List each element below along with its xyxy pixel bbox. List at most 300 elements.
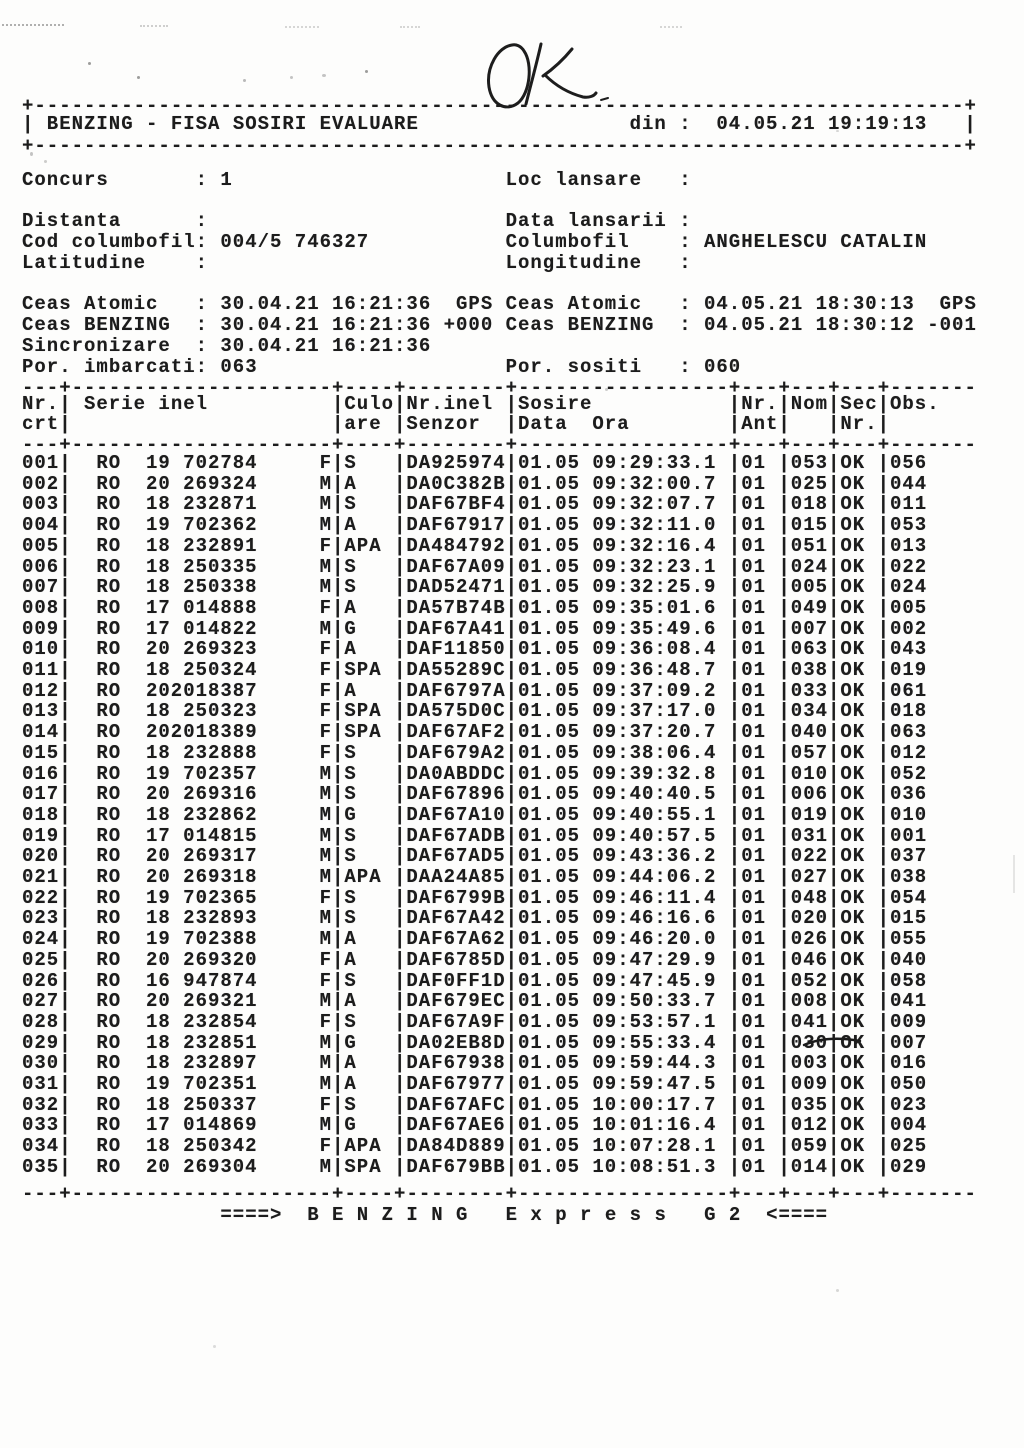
cell-senzor: DAF6799B [406,886,506,909]
column-divider: | [728,803,742,826]
cell-obs: 050 [890,1073,928,1095]
field-label: Distanta [22,210,122,232]
column-divider: | [394,413,407,435]
cell-nr-ant: 01 [741,803,766,826]
column-divider: | [332,1052,345,1075]
cell-sosire-data: 01.05 [518,1010,581,1033]
table-row [0,888,1024,909]
box-edge: | [22,113,35,135]
cell-nr-ant: 01 [741,452,766,474]
cell-culoare: S [344,555,357,578]
column-divider: | [728,679,742,702]
cell-nr-crt: 002 [22,472,60,495]
col-header-nr: crt [22,413,60,435]
header-box-title-line [0,114,1024,135]
table-row [0,1053,1024,1074]
column-divider: | [728,948,742,971]
cell-sex: M [319,514,332,537]
column-divider: | [778,679,791,702]
column-divider: | [505,1031,518,1054]
colon-separator: : [195,335,208,357]
column-divider: | [778,617,791,640]
cell-nom: 024 [790,555,829,578]
cell-culoare: A [344,514,357,537]
cell-an: 17 [146,617,171,640]
column-divider: | [778,1114,791,1137]
column-divider: | [778,1155,791,1178]
cell-culoare: S [344,741,357,764]
cell-nom: 051 [790,534,829,557]
column-divider: | [877,596,890,619]
column-divider: | [394,576,407,599]
column-divider: | [828,1114,841,1137]
cell-an: 18 [146,1031,171,1054]
column-divider: | [778,493,791,516]
cell-inel: 269316 [183,783,258,806]
column-divider: | [59,452,72,474]
column-divider: | [394,638,407,661]
column-divider: | [505,700,518,723]
column-divider: | [728,393,742,415]
column-divider: | [877,534,890,557]
cell-sosire-ora: 09:35:49.6 [592,617,717,640]
cell-sosire-data: 01.05 [518,824,581,847]
cell-sosire-data: 01.05 [518,886,581,909]
table-row [0,577,1024,598]
cell-sec-nr: OK [840,741,866,764]
cell-nr-crt: 015 [22,741,60,764]
column-divider: | [828,948,841,971]
cell-inel: 014888 [183,596,258,619]
column-divider: | [828,1010,841,1033]
column-divider: | [59,596,72,619]
cell-senzor: DAF0FF1D [406,969,506,992]
cell-inel: 232862 [183,803,258,826]
cell-sosire-ora: 09:50:33.7 [592,990,717,1013]
column-divider: | [505,659,518,681]
cell-sex: M [319,928,332,951]
cell-sosire-data: 01.05 [518,1155,581,1178]
field-label: Por. imbarcati [22,356,196,378]
cell-obs: 013 [890,534,928,557]
cell-nr-crt: 004 [22,514,60,537]
cell-nr-ant: 01 [741,638,766,661]
cell-sec-nr: OK [840,1155,866,1178]
column-divider: | [778,638,791,661]
cell-nom: 007 [790,617,829,640]
column-divider: | [505,1052,518,1075]
cell-inel: 702388 [183,928,258,951]
table-row [0,826,1024,847]
column-divider: | [59,969,72,992]
cell-culoare: SPA [344,1155,382,1178]
column-divider: | [728,1031,742,1054]
cell-nr-crt: 008 [22,596,60,619]
cell-sosire-data: 01.05 [518,679,581,702]
column-divider: | [778,534,791,557]
cell-nr-ant: 01 [741,1052,766,1075]
cell-serie: RO [96,721,122,744]
table-row [0,867,1024,888]
column-divider: | [59,393,72,415]
column-divider: | [828,824,841,847]
cell-sex: F [319,741,332,764]
cell-nom: 046 [790,948,829,971]
table-header-row [0,414,1024,435]
column-divider: | [877,514,890,537]
cell-sosire-data: 01.05 [518,721,581,744]
col-header-nom: Nom [790,393,829,415]
column-divider: | [778,1073,791,1095]
cell-nr-ant: 01 [741,948,766,971]
column-divider: | [877,1010,890,1033]
cell-sex: M [319,493,332,516]
table-row [0,681,1024,702]
column-divider: | [728,866,742,888]
column-divider: | [828,803,841,826]
cell-sosire-data: 01.05 [518,783,581,806]
cell-nom: 049 [790,596,829,619]
cell-nr-ant: 01 [741,617,766,640]
cell-an: 16 [146,969,171,992]
column-divider: | [505,824,518,847]
col-header-sosire: Sosire [518,393,593,415]
cell-sec-nr: OK [840,948,866,971]
cell-culoare: A [344,990,357,1013]
column-divider: | [728,783,742,806]
table-row [0,639,1024,660]
cell-inel: 269324 [183,472,258,495]
dashed-rule: ---+---------------------+----+--------+-----------------+---+---+---+------- [22,377,977,399]
cell-nom: 026 [790,928,829,951]
table-row [0,764,1024,785]
column-divider: | [59,1155,72,1178]
cell-obs: 015 [890,907,928,930]
column-divider: | [332,638,345,661]
cell-sex: F [319,1093,332,1116]
cell-sec-nr: OK [840,472,866,495]
cell-serie: RO [96,1093,122,1116]
column-divider: | [828,659,841,681]
cell-sex: F [319,534,332,557]
cell-sosire-data: 01.05 [518,1031,581,1054]
column-divider: | [728,721,742,744]
column-divider: | [728,472,742,495]
cell-senzor: DAF67A9F [406,1010,506,1033]
column-divider: | [505,493,518,516]
table-row [0,1115,1024,1136]
column-divider: | [59,803,72,826]
cell-serie: RO [96,1155,122,1178]
cell-obs: 052 [890,762,928,785]
column-divider: | [778,659,791,681]
cell-senzor: DAA24A85 [406,866,506,888]
column-divider: | [394,803,407,826]
column-divider: | [332,596,345,619]
column-divider: | [728,617,742,640]
table-row [0,701,1024,722]
column-divider: | [332,659,345,681]
cell-sosire-ora: 09:59:47.5 [592,1073,717,1095]
cell-nom: 027 [790,866,829,888]
colon-separator: : [195,231,208,253]
cell-sosire-data: 01.05 [518,1114,581,1137]
col-header-culoare: Culo [344,393,394,415]
column-divider: | [59,1010,72,1033]
field-label: Loc lansare [505,169,643,191]
column-divider: | [828,514,841,537]
column-divider: | [728,1114,742,1137]
column-divider: | [778,928,791,951]
cell-culoare: G [344,1031,357,1054]
cell-sec-nr: OK [840,721,866,744]
scan-artifact [2,24,64,26]
colon-separator: : [679,314,692,336]
column-divider: | [828,617,841,640]
col-header-sosire-data: Data [518,413,568,435]
cell-nr-ant: 01 [741,783,766,806]
column-divider: | [394,452,407,474]
cell-obs: 004 [890,1114,928,1137]
cell-culoare: G [344,617,357,640]
cell-sec-nr: OK [840,638,866,661]
column-divider: | [728,555,742,578]
column-divider: | [828,596,841,619]
cell-sosire-ora: 09:32:07.7 [592,493,717,516]
cell-sosire-data: 01.05 [518,1073,581,1095]
cell-sex: M [319,1155,332,1178]
cell-sosire-ora: 09:53:57.1 [592,1010,717,1033]
table-row [0,598,1024,619]
cell-serie: RO [96,555,122,578]
cell-serie: RO [96,472,122,495]
cell-nr-crt: 010 [22,638,60,661]
cell-sec-nr: OK [840,493,866,516]
cell-serie: RO [96,783,122,806]
cell-nr-crt: 020 [22,845,60,868]
colon-separator: : [195,210,208,232]
column-divider: | [828,576,841,599]
cell-obs: 041 [890,990,928,1013]
column-divider: | [505,617,518,640]
field-value: 063 [220,356,258,378]
cell-nr-ant: 01 [741,762,766,785]
column-divider: | [877,969,890,992]
cell-culoare: S [344,907,357,930]
cell-nr-crt: 030 [22,1052,60,1075]
cell-an: 19 [146,514,171,537]
column-divider: | [59,1114,72,1137]
column-divider: | [59,534,72,557]
cell-sex: M [319,472,332,495]
col-header-ant: Nr. [741,393,779,415]
cell-serie: RO [96,1135,122,1158]
column-divider: | [778,741,791,764]
column-divider: | [394,1052,407,1075]
column-divider: | [332,617,345,640]
field-label: Columbofil [505,231,630,253]
column-divider: | [728,886,742,909]
cell-an: 20 [146,783,171,806]
cell-nr-ant: 01 [741,1135,766,1158]
column-divider: | [505,638,518,661]
cell-obs: 061 [890,679,928,702]
column-divider: | [778,886,791,909]
column-divider: | [778,824,791,847]
column-divider: | [728,576,742,599]
cell-inel: 232871 [183,493,258,516]
column-divider: | [828,413,841,435]
cell-an: 18 [146,576,171,599]
cell-culoare: A [344,948,357,971]
cell-sex: M [319,762,332,785]
cell-nom: 034 [790,700,829,723]
cell-sosire-ora: 09:32:00.7 [592,472,717,495]
column-divider: | [505,679,518,702]
cell-sosire-data: 01.05 [518,845,581,868]
cell-sosire-ora: 09:38:06.4 [592,741,717,764]
column-divider: | [394,393,407,415]
column-divider: | [877,393,890,415]
column-divider: | [728,1135,742,1158]
column-divider: | [505,866,518,888]
cell-sosire-ora: 09:32:25.9 [592,576,717,599]
cell-serie: RO [96,576,122,599]
cell-inel: 232851 [183,1031,258,1054]
table-row [0,453,1024,474]
cell-nom: 018 [790,493,829,516]
column-divider: | [394,928,407,951]
info-line [0,211,1024,232]
cell-sex: M [319,783,332,806]
cell-obs: 040 [890,948,928,971]
cell-sosire-ora: 09:43:36.2 [592,845,717,868]
footer-line [0,1205,1024,1226]
column-divider: | [332,576,345,599]
cell-sosire-ora: 09:36:48.7 [592,659,717,681]
cell-nom: 008 [790,990,829,1013]
dashed-rule: +---------------------------------------------------------------------------+ [22,95,977,117]
scan-artifact [660,26,682,28]
column-divider: | [877,1093,890,1116]
col-header-serie: Serie inel [84,393,209,415]
cell-inel: 269304 [183,1155,258,1178]
cell-nr-ant: 01 [741,1010,766,1033]
cell-nom: 063 [790,638,829,661]
column-divider: | [828,472,841,495]
cell-culoare: S [344,452,357,474]
colon-separator: : [195,293,208,315]
column-divider: | [728,534,742,557]
cell-an: 18 [146,907,171,930]
cell-nom: 048 [790,886,829,909]
column-divider: | [332,990,345,1013]
column-divider: | [505,514,518,537]
table-row [0,1136,1024,1157]
colon-separator: : [679,169,692,191]
cell-serie: RO [96,534,122,557]
cell-nr-crt: 003 [22,493,60,516]
cell-inel: 014815 [183,824,258,847]
field-label: Concurs [22,169,109,191]
column-divider: | [394,990,407,1013]
column-divider: | [505,886,518,909]
column-divider: | [332,1010,345,1033]
cell-sex: F [319,452,332,474]
cell-nr-ant: 01 [741,721,766,744]
cell-senzor: DA575D0C [406,700,506,723]
column-divider: | [877,783,890,806]
column-divider: | [59,1135,72,1158]
cell-nr-crt: 017 [22,783,60,806]
column-divider: | [394,721,407,744]
column-divider: | [877,555,890,578]
cell-sec-nr: OK [840,845,866,868]
cell-nr-ant: 01 [741,990,766,1013]
cell-sosire-ora: 09:40:57.5 [592,824,717,847]
scan-speck [290,76,293,79]
cell-nr-ant: 01 [741,1073,766,1095]
column-divider: | [394,596,407,619]
table-row [0,1157,1024,1178]
cell-nr-ant: 01 [741,907,766,930]
cell-sex: M [319,555,332,578]
cell-nr-ant: 01 [741,700,766,723]
column-divider: | [332,472,345,495]
column-divider: | [505,1155,518,1178]
column-divider: | [332,886,345,909]
cell-nom: 022 [790,845,829,868]
column-divider: | [828,555,841,578]
table-row [0,1095,1024,1116]
cell-sex: M [319,907,332,930]
cell-obs: 025 [890,1135,928,1158]
cell-nom: 019 [790,803,829,826]
cell-senzor: DA57B74B [406,596,506,619]
scan-artifact [400,26,420,28]
cell-sosire-data: 01.05 [518,534,581,557]
column-divider: | [59,472,72,495]
cell-serie: RO [96,969,122,992]
cell-sosire-ora: 09:46:20.0 [592,928,717,951]
column-divider: | [877,741,890,764]
cell-sec-nr: OK [840,659,866,681]
cell-inel: 2018389 [170,721,258,744]
cell-sosire-ora: 09:47:45.9 [592,969,717,992]
cell-sex: M [319,1052,332,1075]
cell-inel: 250335 [183,555,258,578]
column-divider: | [877,700,890,723]
column-divider: | [505,990,518,1013]
cell-serie: RO [96,638,122,661]
cell-serie: RO [96,493,122,516]
cell-sec-nr: OK [840,534,866,557]
cell-serie: RO [96,617,122,640]
column-divider: | [332,824,345,847]
cell-sex: F [319,596,332,619]
cell-nr-crt: 005 [22,534,60,557]
column-divider: | [778,1093,791,1116]
column-divider: | [394,534,407,557]
cell-nom: 012 [790,1114,829,1137]
column-divider: | [877,990,890,1013]
cell-obs: 010 [890,803,928,826]
column-divider: | [394,948,407,971]
cell-serie: RO [96,762,122,785]
print-date-label: din : [629,113,692,135]
column-divider: | [778,555,791,578]
column-divider: | [828,990,841,1013]
